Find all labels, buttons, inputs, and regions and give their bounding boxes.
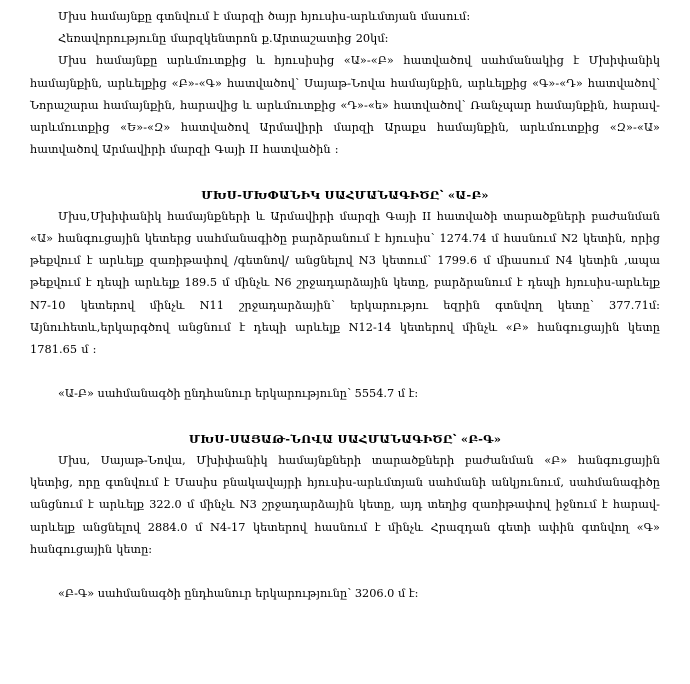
section-2-total-length: «Բ-Գ» սահմանագծի ընդհանուր երկարությունը՝ 3206.0 մ է: [58, 587, 419, 601]
section-1-heading: ՄԽՍ-ՄԽՓԱՆԻԿ ՍԱՀՄԱՆԱԳԻԾԸ՝ «Ա-Բ» [201, 187, 489, 202]
section-1-total-length: «Ա-Բ» սահմանագծի ընդհանուր երկարությունը՝ 5554.7 մ է: [58, 387, 419, 401]
section-1-body: Մխս,Մխիփանիկ համայնքների և Արմավիրի մարզի Գայի II հատվածի տարածքների բաժանման «Ա» հանգուցային կետերց սահմանագիծը բարձրանում է հյուսիս՝ 1274.74 մ հասնում N2 կետին, որից թեքվում է արևելք զառիթափով /գետնով/ անցնելով N3 կետում՝ 1799.6 մ միասում N4 կետին ,ապա թեքվում է դեպի արևելք 189.5 մ մինչև N6 շրջադարձային կետը, բարձրանում է դեպի հյուսիս-արևելք N7-10 կետերով մինչև N11 շրջադարձային՝ երկարությու եզրին գտնվող կետը՝ 377.71մ: Այնուհետև,երկարգծով անցնում է դեպի արևելք N12-14 կետերով մինչև «Բ» հանգուցային կետը 1781.65 մ : [30, 209, 660, 357]
section-2-total-spacer [30, 561, 660, 583]
section-1-total-spacer [30, 361, 660, 383]
intro-paragraph-1: Մխս համայնքը գտնվում է մարզի ծայր հյուսիս-արևմտյան մասում: [58, 10, 471, 23]
section-1-spacer-above [30, 161, 660, 183]
section-2-body: Մխս, Սայաթ-Նովա, Մխիփանիկ համայնքների տարածքների բաժանման «Բ» հանգուցային կետից, որը գտնվում է Մասիս բնակավայրի հյուսիս-արևմտյան սահմանի անկյունում, սահմանագիծը անցնում է արևելք 322.0 մ մինչև N3 շրջադարձային կետը, այդ տեղից զառիթափով իջնում է հարավ-արևելք անցնելով 2884.0 մ N4-17 կետերով հասնում է մինչև Հրազդան գետի ափին գտնվող «Գ» հանգուցային կետը: [30, 454, 660, 556]
intro-paragraph-2: Հեռավորությունը մարզկենտրոն ք.Արտաշատից 20կմ: [58, 32, 389, 46]
intro-paragraph-3: Մխս համայնքը արևմուտքից և հյուսիսից «Ա»-«Բ» հատվածով սահմանակից է Մխիփանիկ համայնքին, արևելքից «Բ»-«Գ» հատվածով՝ Սայաթ-Նովա համայնքին, արևելքից «Գ»-«Դ» հատվածով՝ Նորաշարա համայնքին, հարավից և արևմուտքից «Դ»-«ե» հատվածով՝ Ռանչպար համայնքին, հարավ-արևմուտքից «Ե»-«Զ» հատվածով Արմավիրի մարզի Արաքս համայնքին, արևմուտքից «Զ»-«Ա» հատվածով Արմավիրի մարզի Գայի II հատվածին : [30, 54, 660, 157]
section-2-spacer-above [30, 406, 660, 428]
section-2-heading: ՄԽՍ-ՍԱՅԱԹ-ՆՈՎԱ ՍԱՀՄԱՆԱԳԻԾԸ՝ «Բ-Գ» [188, 431, 502, 446]
